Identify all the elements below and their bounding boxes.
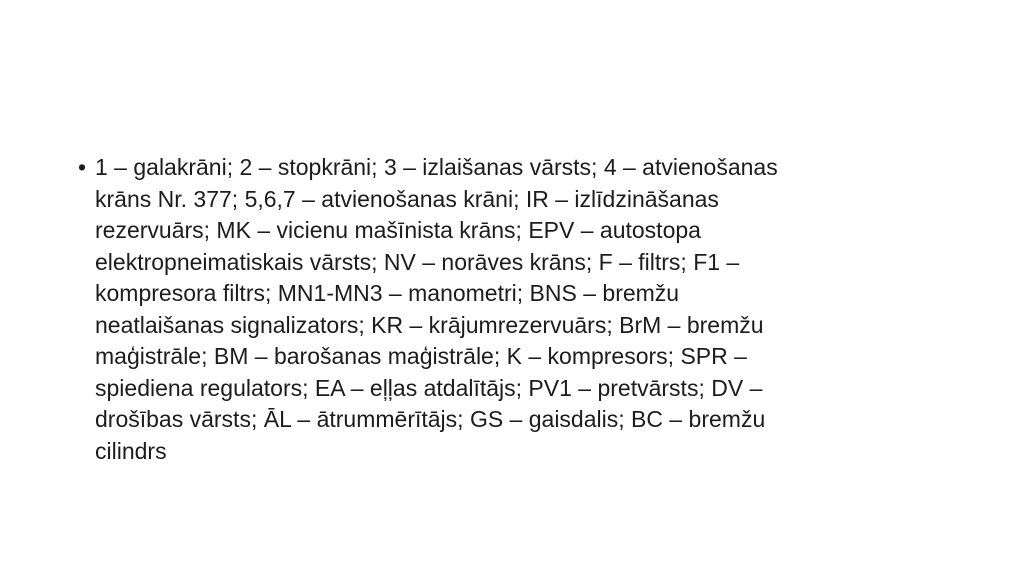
bullet-paragraph — [78, 152, 778, 467]
text-line: krāns Nr. 377; 5,6,7 – atvienošanas krāni; IR – izlīdzināšanas — [95, 185, 719, 212]
text-line: 1 – galakrāni; 2 – stopkrāni; 3 – izlaišanas vārsts; 4 – atvienošanas — [95, 154, 778, 180]
text-line: maģistrāle; BM – barošanas maģistrāle; K – kompresors; SPR – — [95, 343, 747, 369]
bullet-marker: • — [78, 154, 87, 180]
text-line: neatlaišanas signalizators; KR – krājumrezervuārs; BrM – bremžu — [95, 311, 764, 338]
text-line: rezervuārs; MK – vicienu mašīnista krāns; EPV – autostopa — [95, 217, 701, 243]
text-line: spiediena regulators; EA – eļļas atdalītājs; PV1 – pretvārsts; DV – — [95, 374, 763, 401]
bullet-text — [95, 152, 778, 467]
text-line: cilindrs — [95, 437, 167, 464]
text-line: drošības vārsts; ĀL – ātrummērītājs; GS – gaisdalis; BC – bremžu — [95, 406, 766, 432]
text-line: kompresora filtrs; MN1-MN3 – manometri; BNS – bremžu — [95, 280, 680, 306]
text-line: elektropneimatiskais vārsts; NV – norāves krāns; F – filtrs; F1 – — [95, 248, 740, 275]
